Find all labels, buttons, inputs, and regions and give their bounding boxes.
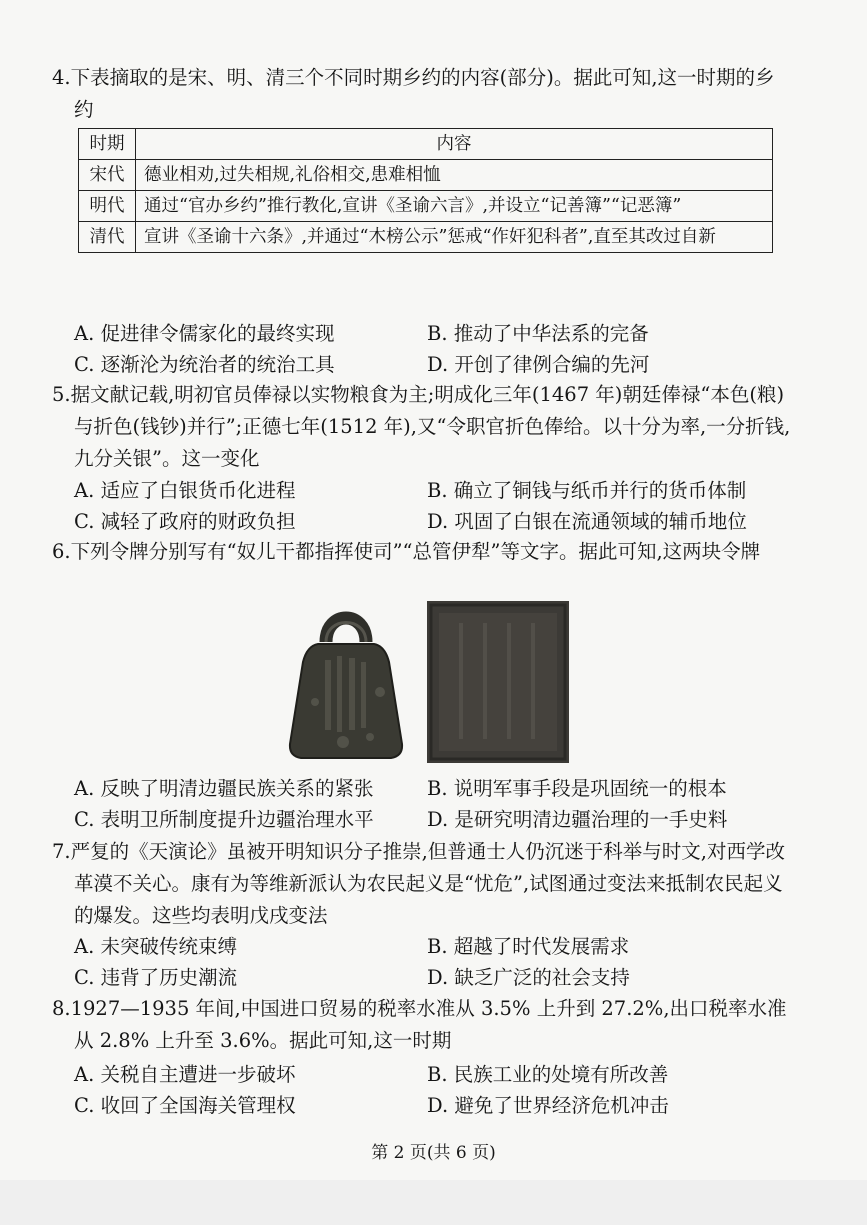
option-b[interactable]: B. 说明军事手段是巩固统一的根本 — [427, 777, 727, 800]
option-a[interactable]: A. 反映了明清边疆民族关系的紧张 — [74, 777, 374, 800]
question-5-stem: 5.据文献记载,明初官员俸禄以实物粮食为主;明成化三年(1467 年)朝廷俸禄“本色(粮)与折色(钱钞)并行”;正德七年(1512 年),又“令职官折色俸给。以十分为率,一分折钱,九分关银”。这一变化 — [52, 383, 791, 470]
option-d[interactable]: D. 缺乏广泛的社会支持 — [427, 966, 630, 989]
option-c[interactable]: C. 减轻了政府的财政负担 — [74, 510, 296, 533]
scan-margin — [0, 1180, 867, 1225]
plaque-token-image — [427, 601, 569, 763]
option-c[interactable]: C. 收回了全国海关管理权 — [74, 1094, 296, 1117]
table-header-period: 时期 — [79, 129, 136, 160]
option-d[interactable]: D. 巩固了白银在流通领域的辅币地位 — [427, 510, 747, 533]
option-d[interactable]: D. 避免了世界经济危机冲击 — [427, 1094, 669, 1117]
option-a[interactable]: A. 未突破传统束缚 — [74, 935, 237, 958]
question-4 — [52, 62, 792, 126]
option-b[interactable]: B. 推动了中华法系的完备 — [427, 322, 649, 345]
option-c[interactable]: C. 表明卫所制度提升边疆治理水平 — [74, 808, 374, 831]
question-8 — [52, 993, 792, 1057]
table-cell-period: 明代 — [79, 191, 136, 222]
option-d[interactable]: D. 是研究明清边疆治理的一手史料 — [427, 808, 728, 831]
option-a[interactable]: A. 适应了白银货币化进程 — [74, 479, 296, 502]
bronze-token-image — [285, 602, 407, 762]
table-row — [79, 222, 773, 253]
question-8-stem: 8.1927—1935 年间,中国进口贸易的税率水准从 3.5% 上升到 27.2%,出口税率水准从 2.8% 上升至 3.6%。据此可知,这一时期 — [52, 997, 787, 1052]
option-b[interactable]: B. 确立了铜钱与纸币并行的货币体制 — [427, 479, 747, 502]
table-header-row — [79, 129, 773, 160]
option-a[interactable]: A. 关税自主遭进一步破坏 — [74, 1063, 296, 1086]
option-b[interactable]: B. 民族工业的处境有所改善 — [427, 1063, 669, 1086]
question-7-stem: 7.严复的《天演论》虽被开明知识分子推崇,但普通士人仍沉迷于科举与时文,对西学改革漠不关心。康有为等维新派认为农民起义是“忧危”,试图通过变法来抵制农民起义的爆发。这些均表明戊戌变法 — [52, 840, 786, 927]
table-row — [79, 160, 773, 191]
xiangyue-table — [78, 128, 773, 253]
table-cell-period: 清代 — [79, 222, 136, 253]
option-b[interactable]: B. 超越了时代发展需求 — [427, 935, 630, 958]
option-a[interactable]: A. 促进律令儒家化的最终实现 — [74, 322, 335, 345]
option-c[interactable]: C. 违背了历史潮流 — [74, 966, 238, 989]
question-6 — [52, 536, 792, 568]
table-row — [79, 191, 773, 222]
table-cell-content: 德业相劝,过失相规,礼俗相交,患难相恤 — [136, 160, 773, 191]
question-7 — [52, 836, 792, 932]
table-header-content: 内容 — [136, 129, 773, 160]
option-c[interactable]: C. 逐渐沦为统治者的统治工具 — [74, 353, 335, 376]
table-cell-period: 宋代 — [79, 160, 136, 191]
page-number: 第 2 页(共 6 页) — [371, 1143, 496, 1163]
question-6-stem: 6.下列令牌分别写有“奴儿干都指挥使司”“总管伊犁”等文字。据此可知,这两块令牌 — [52, 540, 761, 563]
option-d[interactable]: D. 开创了律例合编的先河 — [427, 353, 650, 376]
table-cell-content: 宣讲《圣谕十六条》,并通过“木榜公示”惩戒“作奸犯科者”,直至其改过自新 — [136, 222, 773, 253]
table-cell-content: 通过“官办乡约”推行教化,宣讲《圣谕六言》,并设立“记善簿”“记恶簿” — [136, 191, 773, 222]
question-5 — [52, 379, 792, 475]
question-4-stem: 4.下表摘取的是宋、明、清三个不同时期乡约的内容(部分)。据此可知,这一时期的乡约 — [52, 66, 775, 121]
